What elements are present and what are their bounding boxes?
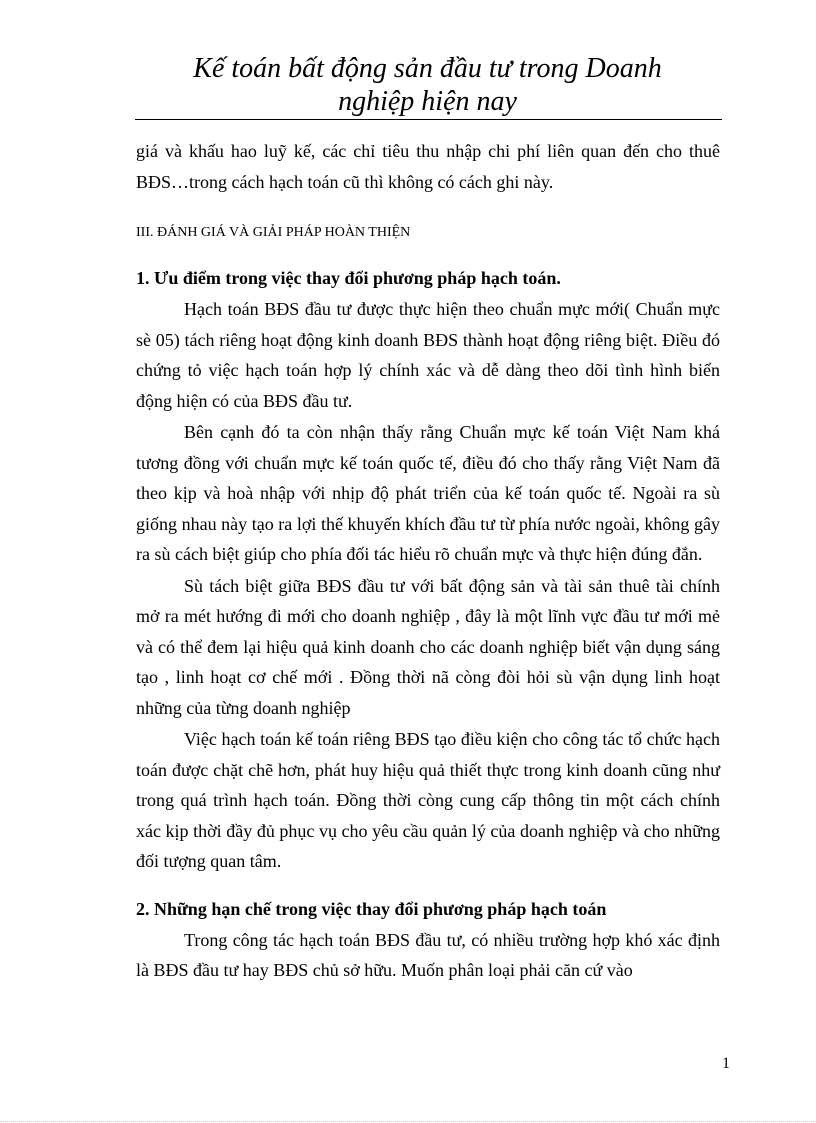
running-header [135, 52, 720, 118]
header-title-line-2: nghiệp hiện nay [338, 86, 517, 117]
paragraph-4: Việc hạch toán kế toán riêng BĐS tạo điều kiện cho công tác tổ chức hạch toán được chặt chẽ hơn, phát huy hiệu quả thiết thực trong kinh doanh cũng như trong quá trình hạch toán. Đồng thời còng cung cấp thông tin một cách chính xác kịp thời đầy đủ phục vụ cho yêu cầu quản lý của doanh nghiệp và cho những đối tượng quan tâm. [136, 729, 720, 871]
subheading-advantages: 1. Ưu điểm trong việc thay đổi phương pháp hạch toán. [136, 268, 561, 288]
header-title-line-1: Kế toán bất động sản đầu tư trong Doanh [193, 53, 662, 84]
subheading-limitations: 2. Những hạn chế trong việc thay đổi phương pháp hạch toán [136, 898, 607, 919]
header-rule [135, 119, 722, 120]
paragraph-3: Sù tách biệt giữa BĐS đầu tư với bất động sản và tài sản thuê tài chính mở ra mét hướng đi mới cho doanh nghiệp , đây là một lĩnh vực đầu tư mới mẻ và có thể đem lại hiệu quả kinh doanh cho các doanh nghiệp biết vận dụng sáng tạo , linh hoạt cơ chế mới . Đồng thời nã còng đòi hỏi sù vận dụng linh hoạt những của từng doanh nghiệp [136, 575, 720, 718]
page-bottom-divider [0, 1121, 816, 1122]
paragraph-1: Hạch toán BĐS đầu tư được thực hiện theo chuẩn mực mới( Chuẩn mực sè 05) tách riêng hoạt động kinh doanh BĐS thành hoạt động riêng biệt. Điều đó chứng tỏ việc hạch toán hợp lý chính xác và dễ dàng theo dõi tình hình biến động hiện có của BĐS đầu tư. [136, 299, 720, 411]
intro-paragraph: giá và khấu hao luỹ kế, các chỉ tiêu thu nhập chi phí liên quan đến cho thuê BĐS…trong cách hạch toán cũ thì không có cách ghi này. [136, 141, 720, 192]
paragraph-5: Trong công tác hạch toán BĐS đầu tư, có nhiều trường hợp khó xác định là BĐS đầu tư hay BĐS chủ sở hữu. Muốn phân loại phải căn cứ vào [136, 929, 720, 980]
section-heading: III. ĐÁNH GIÁ VÀ GIẢI PHÁP HOÀN THIỆN [136, 225, 411, 240]
paragraph-2: Bên cạnh đó ta còn nhận thấy rằng Chuẩn mực kế toán Việt Nam khá tương đồng với chuẩn mực kế toán quốc tế, điều đó cho thấy rằng Việt Nam đã theo kịp và hoà nhập với nhịp độ phát triển của kế toán quốc tế. Ngoài ra sù giống nhau này tạo ra lợi thế khuyến khích đầu tư từ phía nước ngoài, không gây ra sù cách biệt giúp cho phía đối tác hiểu rõ chuẩn mực và thực hiện đúng đắn. [136, 422, 720, 564]
document-body [136, 136, 720, 986]
page-number: 1 [722, 1055, 730, 1072]
